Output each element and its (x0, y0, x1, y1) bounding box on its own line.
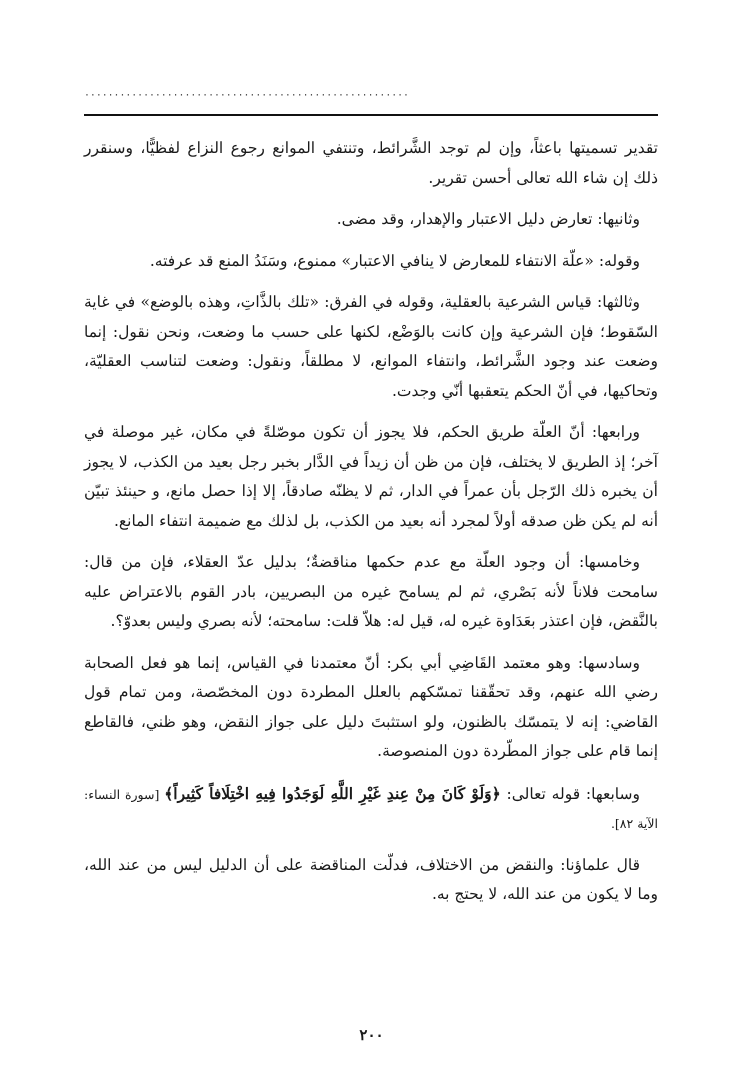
paragraph-quran-citation (84, 779, 658, 839)
header-ornament: ٠٠٠٠٠٠٠٠٠٠٠٠٠٠٠٠٠٠٠٠٠٠٠٠٠٠٠٠٠٠٠٠٠٠٠٠٠٠٠٠٠٠٠٠٠٠٠٠٠٠٠٠٠٠٠ (84, 88, 409, 101)
paragraph: وثالثها: قياس الشرعية بالعقلية، وقوله في الفرق: «تلك بالذَّاتِ، وهذه بالوضع» في غاية السّقوط؛ فإن الشرعية وإن كانت بالوَضْع، لكنها على حسب ما وضعت، ونحن نقول: إنما وضعت عند وجود الشَّرائط، وانتفاء الموانع، لا مطلقاً، ونقول: وضعت لتناسب العقليّة، وتحاكيها، في أنّ الحكم يتعقبها أنّي وجدت. (84, 293, 658, 400)
paragraph: وقوله: «علّة الانتفاء للمعارض لا ينافي الاعتبار» ممنوع، وسَنَدُ المنع قد عرفته. (149, 251, 640, 270)
page-number: ٢٠٠ (359, 1026, 384, 1044)
paragraph: وثانيها: تعارض دليل الاعتبار والإهدار، وقد مضى. (336, 210, 640, 228)
verse-reference: [سورة النساء: الآية ٨٢]. (84, 786, 658, 831)
quran-verse: ﴿وَلَوْ كَانَ مِنْ عِندِ غَيْرِ اللَّهِ لَوَجَدُوا فِيهِ اخْتِلَافاً كَثِيراً﴾ (164, 783, 501, 803)
header-rule (84, 114, 658, 116)
paragraph-intro: وسابعها: قوله تعالى: (500, 784, 640, 803)
paragraph: قال علماؤنا: والنقض من الاختلاف، فدلّت المناقضة على أن الدليل ليس من عند الله، وما لا يكون من عند الله، لا يحتج به. (84, 855, 658, 903)
paragraph: ورابعها: أنّ العلّة طريق الحكم، فلا يجوز أن تكون موصّلةً في مكان، غير موصلة في آخر؛ إذ الطريق لا يختلف، فإن من ظن أن زيداً في الدَّار بخبر رجل بعيد من الكذب، لا يجوز أن يخبره ذلك الرّجل بأن عمراً في الدار، ثم لا يظنّه صادقاً، إلا إذا حصل مانع، و حينئذ تبيّن أنه لم يكن ظن صدقه أولاً لمجرد أنه بعيد من الكذب، بل لذلك مع ضميمة انتفاء المانع. (84, 423, 658, 530)
page-body (84, 134, 658, 922)
paragraph: وسادسها: وهو معتمد القَاضِي أبي بكر: أنّ معتمدنا في القياس، إنما هو فعل الصحابة رضي الله عنهم، وقد تحقّقنا تمسّكهم بالعلل المطردة دون المخصّصة، ومن تمام قول القاضي: إنه لا يتمسّك بالظنون، ولو استثبتَ دليل على جواز النقض، وهو ظني، فالقاطع إنما قام على جواز المطّردة دون المنصوصة. (84, 653, 658, 760)
paragraph: تقدير تسميتها باعثاً، وإن لم توجد الشَّرائط، وتنتفي الموانع رجوع النزاع لفظيًّا، وسنقرر ذلك إن شاء الله تعالى أحسن تقرير. (84, 139, 658, 187)
paragraph: وخامسها: أن وجود العلّة مع عدم حكمها مناقضةٌ؛ بدليل عدّ العقلاء، فإن من قال: سامحت فلاناً لأنه بَصْري، ثم لم يسامح غيره من البصريين، بادر القوم بالاعتراض عليه بالنَّقض، فإن اعتذر بعَدَاوة غيره له، قيل له: هلاّ قلت: سامحته؛ لأنه بصري وليس بعدوّ؟. (84, 553, 658, 630)
